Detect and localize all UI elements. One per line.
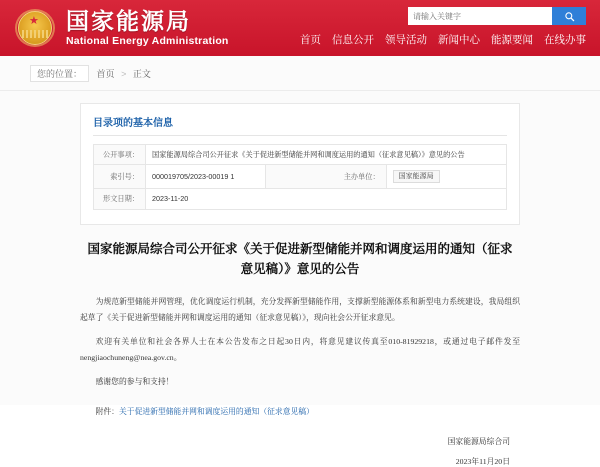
nav-item-energy-news[interactable]: 能源要闻: [491, 34, 533, 46]
header-right: [300, 0, 586, 56]
info-card: [80, 103, 520, 225]
search-box[interactable]: [408, 7, 586, 25]
search-button[interactable]: [552, 7, 586, 25]
owner-chip: 国家能源局: [393, 170, 440, 183]
search-input[interactable]: [408, 7, 552, 25]
metadata-label-date: 形文日期：: [94, 189, 146, 209]
breadcrumb-item-home[interactable]: 首页: [96, 69, 115, 79]
document-date: 2023年11月20日: [455, 456, 510, 466]
article-paragraph-2: 欢迎有关单位和社会各界人士在本公告发布之日起30日内，将意见建议传真至010-81929218，或通过电子邮件发至 nengjiaochuneng@nea.gov.cn。: [80, 337, 520, 362]
article-paragraph-3: 感谢您的参与和支持！: [95, 377, 174, 387]
table-row: [94, 145, 507, 165]
breadcrumb: [30, 65, 570, 82]
attachment-link[interactable]: 关于促进新型储能并网和调度运用的通知（征求意见稿）: [118, 407, 314, 417]
breadcrumb-item-current[interactable]: 正文: [132, 69, 151, 79]
page-body: [0, 91, 600, 466]
table-row: [94, 165, 507, 189]
site-title-block: [66, 7, 229, 47]
breadcrumb-bar: [0, 56, 600, 91]
search-icon: [564, 11, 575, 22]
main-nav: [300, 32, 586, 47]
site-title-en: National Energy Administration: [66, 34, 229, 47]
metadata-value-date: 2023-11-20: [146, 189, 507, 209]
metadata-value-subject: 国家能源局综合司公开征求《关于促进新型储能并网和调度运用的通知（征求意见稿）》意见的公告: [146, 145, 507, 165]
metadata-table: [93, 144, 507, 210]
site-title-cn: 国家能源局: [66, 7, 191, 34]
table-row: [94, 189, 507, 209]
breadcrumb-tag: 您的位置：: [30, 65, 89, 82]
metadata-label-index: 索引号：: [94, 165, 146, 189]
attachment-row: [80, 404, 520, 420]
attachment-label: 附件：: [95, 407, 119, 417]
nav-item-home[interactable]: 首页: [300, 34, 321, 46]
nav-item-online-service[interactable]: 在线办事: [544, 34, 586, 46]
page-title: 国家能源局综合司公开征求《关于促进新型储能并网和调度运用的通知（征求意见稿）》意见的公告: [87, 241, 513, 277]
nav-item-info-disclosure[interactable]: 信息公开: [332, 34, 374, 46]
breadcrumb-separator: >: [121, 69, 127, 79]
document-signer: 国家能源局综合司: [447, 436, 510, 446]
metadata-label-subject: 公开事项：: [94, 145, 146, 165]
metadata-value-index: 000019705/2023-00019 1: [146, 165, 266, 189]
metadata-label-owner: 主办单位：: [266, 165, 386, 189]
site-header: [0, 0, 600, 56]
article: [80, 239, 520, 467]
article-paragraph-1: 为规范新型储能并网管理，优化调度运行机制，充分发挥新型储能作用，支撑新型能源体系和新型电力系统建设，我局组织起草了《关于促进新型储能并网和调度运用的通知（征求意见稿）》，现向社会公开征求意见。: [80, 297, 520, 322]
nav-item-news-center[interactable]: 新闻中心: [438, 34, 480, 46]
metadata-value-owner: [386, 165, 506, 189]
nav-item-leader-activities[interactable]: 领导活动: [385, 34, 427, 46]
info-card-title: 目录项的基本信息: [93, 114, 507, 136]
national-emblem-icon: ★: [14, 8, 58, 48]
